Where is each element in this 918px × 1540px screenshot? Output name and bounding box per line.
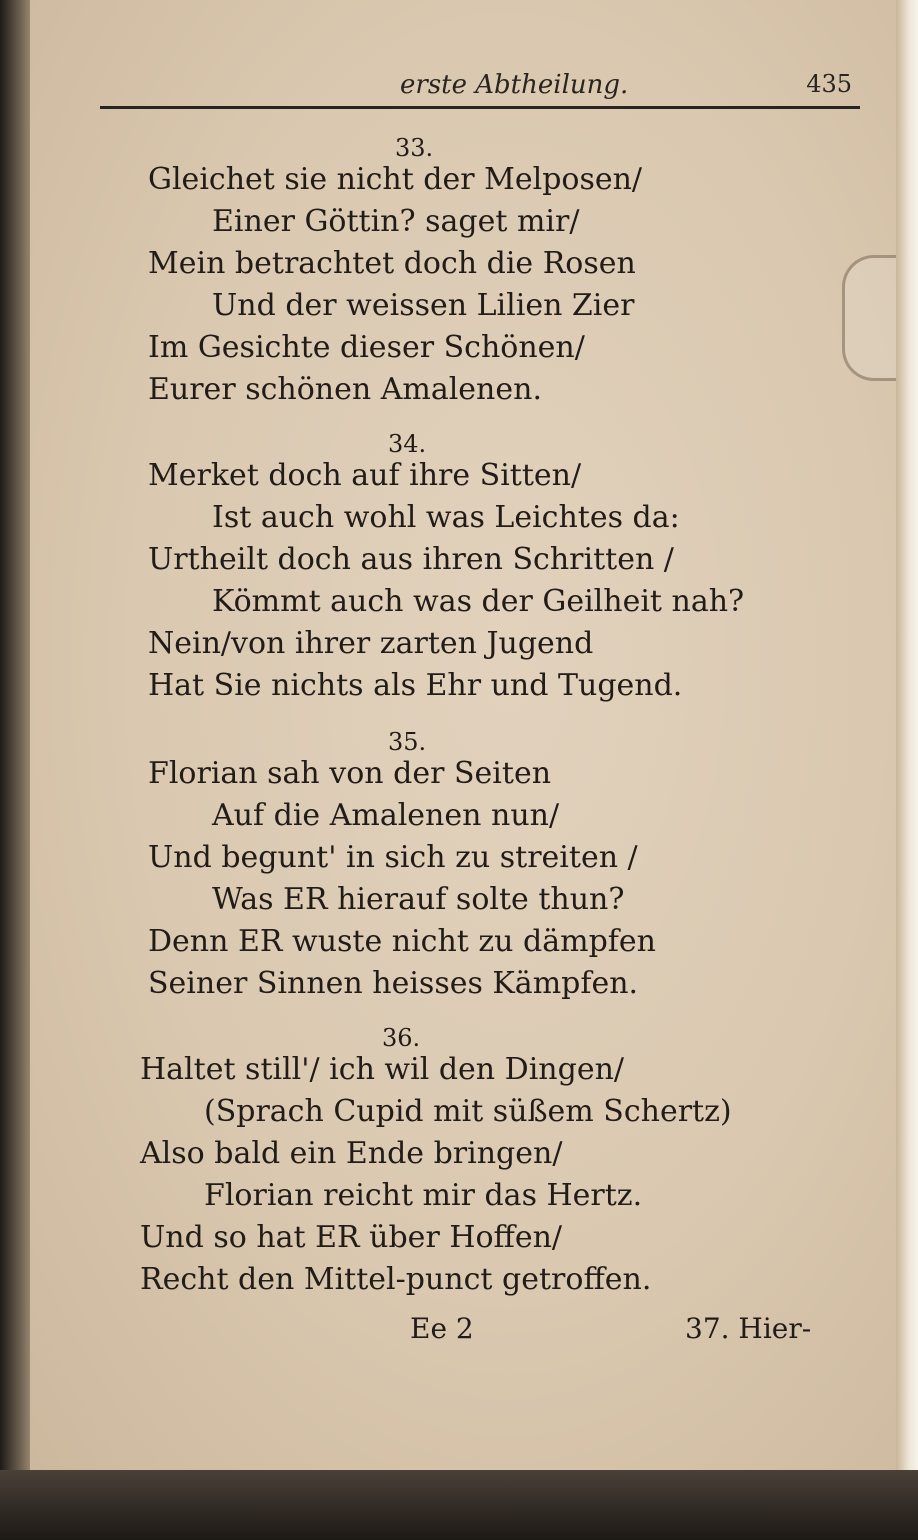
verse-line: Florian reicht mir das Hertz. [204,1178,643,1213]
stanza-number: 34. [388,430,427,458]
verse-line: Seiner Sinnen heisses Kämpfen. [148,966,639,1001]
verse-line: Kömmt auch was der Geilheit nah? [212,584,745,619]
verse-line: Also bald ein Ende bringen/ [140,1136,563,1171]
catchword: 37. Hier- [685,1312,812,1345]
verse-line: Und der weissen Lilien Zier [212,288,635,323]
page-number: 435 [806,70,852,98]
verse-line: (Sprach Cupid mit süßem Schertz) [204,1094,732,1129]
verse-line: Gleichet sie nicht der Melposen/ [148,162,643,197]
verse-line: Nein/von ihrer zarten Jugend [148,626,594,661]
stanza-number: 35. [388,728,427,756]
stanza-number: 36. [382,1024,421,1052]
verse-line: Recht den Mittel-punct getroffen. [140,1262,652,1297]
verse-line: Mein betrachtet doch die Rosen [148,246,636,281]
running-head-title: erste Abtheilung. [400,70,629,100]
verse-line: Urtheilt doch aus ihren Schritten / [148,542,674,577]
verse-line: Auf die Amalenen nun/ [212,798,560,833]
stanza-number: 33. [395,134,434,162]
verse-line: Eurer schönen Amalenen. [148,372,542,407]
verse-line: Denn ER wuste nicht zu dämpfen [148,924,656,959]
verse-line: Im Gesichte dieser Schönen/ [148,330,585,365]
verse-line: Einer Göttin? saget mir/ [212,204,580,239]
verse-line: Und begunt' in sich zu streiten / [148,840,638,875]
page-right-edge [896,0,918,1540]
verse-line: Merket doch auf ihre Sitten/ [148,458,582,493]
bottom-shadow [0,1470,918,1540]
verse-line: Was ER hierauf solte thun? [212,882,625,917]
verse-line: Haltet still'/ ich wil den Dingen/ [140,1052,624,1087]
signature-mark: Ee 2 [410,1312,474,1345]
verse-line: Florian sah von der Seiten [148,756,552,791]
book-page [30,0,900,1470]
verse-line: Und so hat ER über Hoffen/ [140,1220,563,1255]
verse-line: Ist auch wohl was Leichtes da: [212,500,680,535]
poem-body [30,0,898,1470]
verse-line: Hat Sie nichts als Ehr und Tugend. [148,668,683,703]
